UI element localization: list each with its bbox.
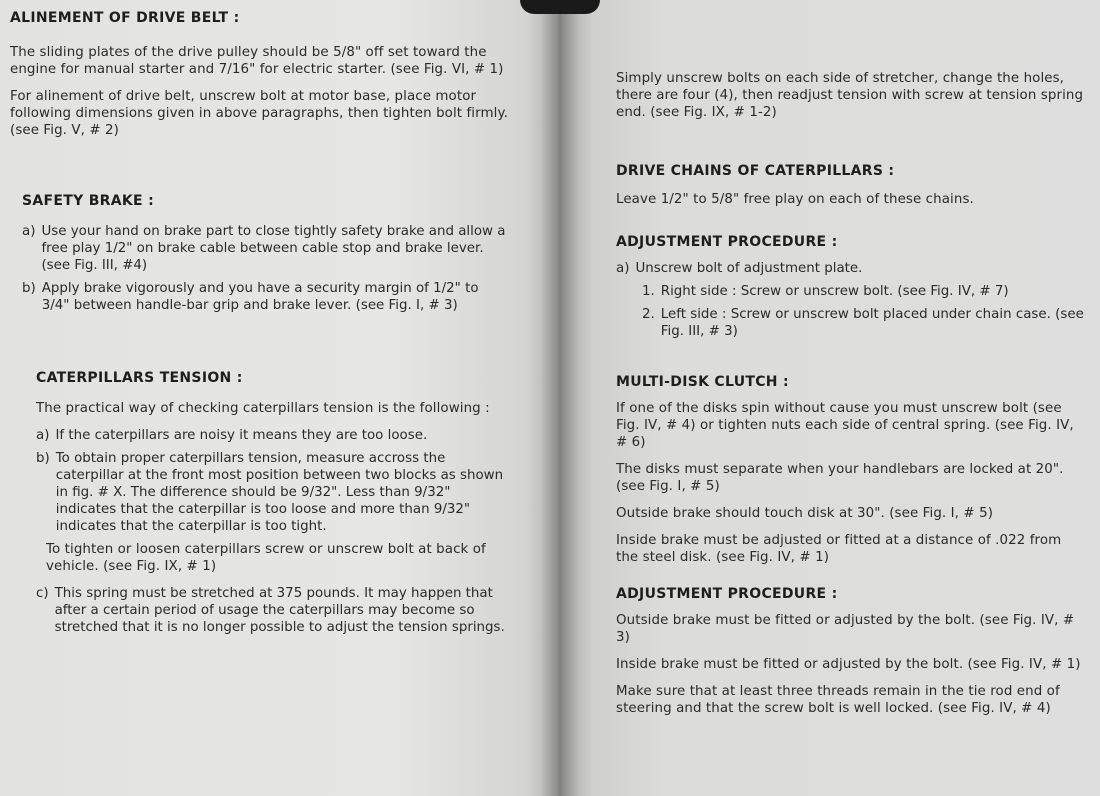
list-item: [36, 450, 510, 535]
safety-brake-items: [22, 223, 510, 314]
adjustment-paragraph: Make sure that at least three threads remain in the tie rod end of steering and that the screw bolt is well locked. (see Fig. IV, # 4): [616, 684, 1060, 716]
list-marker: 2.: [642, 307, 655, 322]
caterpillars-intro: The practical way of checking caterpillars tension is the following :: [36, 401, 490, 416]
heading-safety-brake: SAFETY BRAKE :: [22, 193, 154, 209]
section-adjustment-2: [616, 586, 1086, 717]
list-marker: 1.: [642, 284, 655, 299]
list-text: Right side : Screw or unscrew bolt. (see Fig. IV, # 7): [660, 284, 1009, 299]
list-text: To obtain proper caterpillars tension, measure accross the caterpillar at the front most position between two blocks as shown in fig. # X. The difference should be 9/32". Less than 9/32" indicates that the caterpillar is too loose and more than 9/32" indicates that the caterpillar is too tight.: [55, 451, 504, 534]
list-text: This spring must be stretched at 375 pounds. It may happen that after a certain period of usage the caterpillars may become so stretched that it is no longer possible to adjust the tension springs.: [54, 586, 505, 635]
list-item: [616, 260, 1086, 277]
adjustment-paragraph: Outside brake must be fitted or adjusted by the bolt. (see Fig. IV, # 3): [616, 613, 1075, 645]
heading-drive-chains: DRIVE CHAINS OF CATERPILLARS :: [616, 163, 895, 179]
right-page: [560, 0, 1100, 796]
list-marker: a): [36, 428, 50, 443]
adjustment-sublist: [616, 283, 1086, 340]
list-text: Unscrew bolt of adjustment plate.: [635, 261, 863, 276]
heading-multi-disk-clutch: MULTI-DISK CLUTCH :: [616, 374, 789, 390]
list-item: [36, 585, 510, 636]
book-spine: [540, 0, 580, 796]
stretcher-paragraph: Simply unscrew bolts on each side of stretcher, change the holes, there are four (4), then readjust tension with screw at tension spring end. (see Fig. IX, # 1-2): [616, 71, 1084, 120]
list-item: [22, 223, 510, 274]
clutch-paragraph: If one of the disks spin without cause you must unscrew bolt (see Fig. IV, # 4) or tighten nuts each side of central spring. (see Fig. IV, # 6): [616, 401, 1074, 450]
heading-alinement: ALINEMENT OF DRIVE BELT :: [10, 10, 240, 26]
alinement-paragraph-2: For alinement of drive belt, unscrew bolt at motor base, place motor following dimensions given in above paragraphs, then tighten bolt firmly. (see Fig. V, # 2): [10, 89, 508, 138]
tighten-loosen-paragraph: To tighten or loosen caterpillars screw or unscrew bolt at back of vehicle. (see Fig. IX, # 1): [46, 542, 486, 574]
list-marker: c): [36, 586, 49, 601]
list-marker: a): [22, 224, 36, 239]
list-item: [642, 283, 1086, 300]
adjustment-paragraph: Inside brake must be fitted or adjusted by the bolt. (see Fig. IV, # 1): [616, 657, 1081, 672]
section-adjustment-1: [616, 234, 1086, 340]
section-alinement: [10, 10, 510, 139]
list-item: [22, 280, 510, 314]
list-item: [36, 427, 510, 444]
clutch-paragraph: Inside brake must be adjusted or fitted at a distance of .022 from the steel disk. (see Fig. IV, # 1): [616, 533, 1062, 565]
heading-adjustment-1: ADJUSTMENT PROCEDURE :: [616, 234, 838, 250]
heading-caterpillars-tension: CATERPILLARS TENSION :: [36, 370, 243, 386]
list-marker: b): [22, 281, 36, 296]
drive-chains-text: Leave 1/2" to 5/8" free play on each of these chains.: [616, 192, 974, 207]
spine-gap: [520, 0, 600, 14]
clutch-paragraph: The disks must separate when your handlebars are locked at 20". (see Fig. I, # 5): [616, 462, 1064, 494]
clutch-paragraph: Outside brake should touch disk at 30". (see Fig. I, # 5): [616, 506, 994, 521]
list-item: [642, 306, 1086, 340]
list-text: Use your hand on brake part to close tightly safety brake and allow a free play 1/2" on brake cable between cable stop and brake lever. (see Fig. III, #4): [41, 224, 506, 273]
list-marker: a): [616, 261, 630, 276]
section-drive-chains: [616, 163, 1086, 208]
alinement-paragraph-1: The sliding plates of the drive pulley should be 5/8" off set toward the engine for manual starter and 7/16" for electric starter. (see Fig. VI, # 1): [10, 45, 504, 77]
section-caterpillars-tension: [10, 370, 510, 636]
list-text: Apply brake vigorously and you have a security margin of 1/2" to 3/4" between handle-bar grip and brake lever. (see Fig. I, # 3): [41, 281, 479, 313]
section-multi-disk-clutch: [616, 374, 1086, 566]
list-text: If the caterpillars are noisy it means they are too loose.: [55, 428, 428, 443]
heading-adjustment-2: ADJUSTMENT PROCEDURE :: [616, 586, 838, 602]
list-text: Left side : Screw or unscrew bolt placed under chain case. (see Fig. III, # 3): [660, 307, 1084, 339]
section-safety-brake: [10, 193, 510, 314]
list-marker: b): [36, 451, 50, 466]
